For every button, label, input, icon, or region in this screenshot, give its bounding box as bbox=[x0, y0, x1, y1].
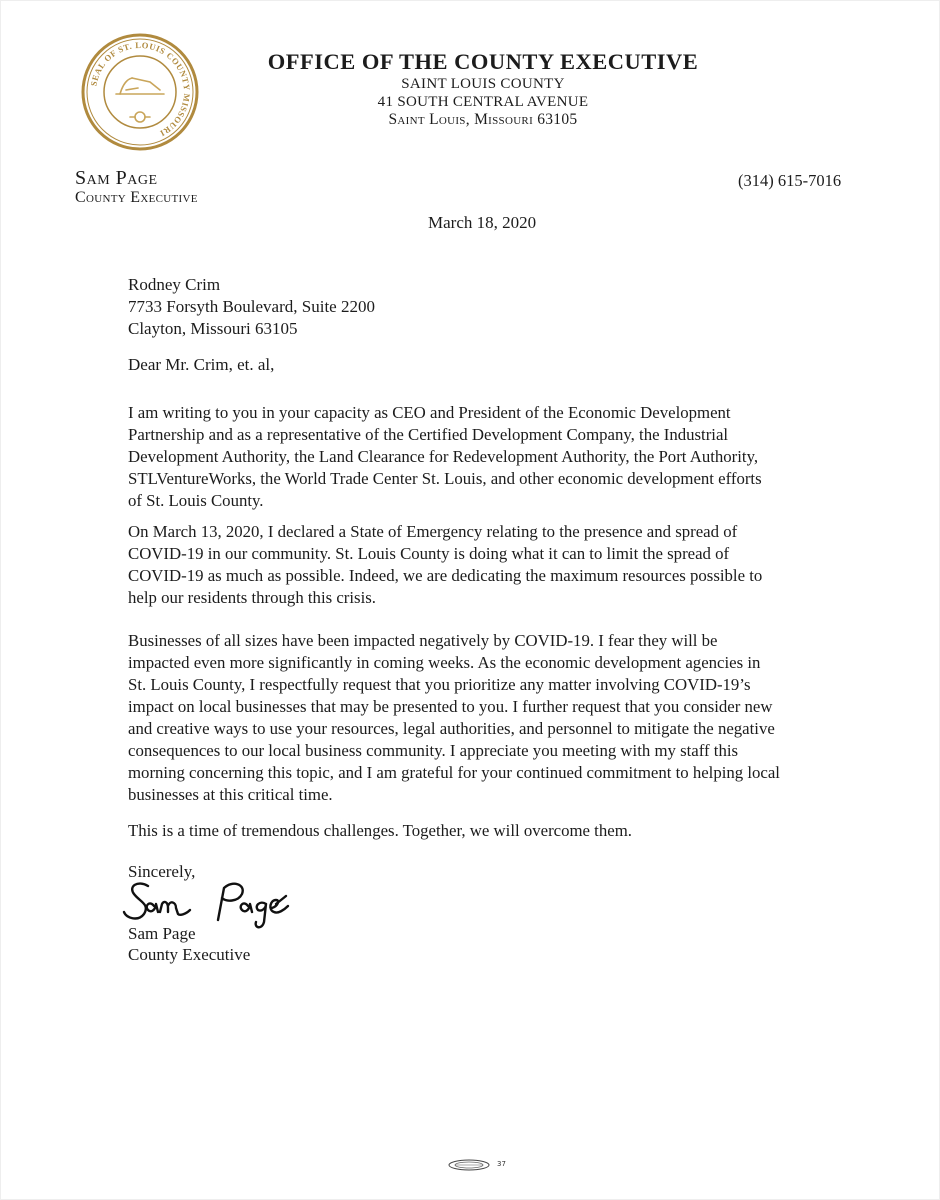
letter-date: March 18, 2020 bbox=[428, 213, 537, 232]
paragraph-1 bbox=[128, 402, 858, 512]
county-name: SAINT LOUIS COUNTY bbox=[401, 76, 565, 92]
county-seal-icon bbox=[80, 32, 200, 152]
paragraph-line: This is a time of tremendous challenges. Together, we will overcome them. bbox=[128, 821, 632, 840]
recipient-address bbox=[128, 274, 375, 340]
paragraph-line: Partnership and as a representative of the Certified Development Company, the Industrial bbox=[128, 425, 729, 444]
sender-name: Sam Page bbox=[75, 167, 158, 189]
letterhead bbox=[248, 50, 718, 129]
street-address: 41 SOUTH CENTRAL AVENUE bbox=[377, 94, 589, 110]
recipient-name: Rodney Crim bbox=[128, 275, 221, 294]
union-bug-number: 37 bbox=[497, 1160, 506, 1168]
closing: Sincerely, bbox=[128, 862, 196, 881]
paragraph-line: Businesses of all sizes have been impacted negatively by COVID-19. I fear they will be bbox=[128, 631, 718, 650]
phone-number: (314) 615-7016 bbox=[738, 171, 842, 190]
paragraph-line: impacted even more significantly in coming weeks. As the economic development agencies in bbox=[128, 653, 761, 672]
signature-image bbox=[120, 872, 300, 932]
paragraph-line: businesses at this critical time. bbox=[128, 785, 333, 804]
paragraph-line: of St. Louis County. bbox=[128, 491, 264, 510]
paragraph-2 bbox=[128, 521, 858, 609]
paragraph-line: morning concerning this topic, and I am grateful for your continued commitment to helping local bbox=[128, 763, 780, 782]
paragraph-3 bbox=[128, 630, 858, 806]
signature-name: Sam Page bbox=[128, 924, 196, 943]
paragraph-line: I am writing to you in your capacity as CEO and President of the Economic Development bbox=[128, 403, 731, 422]
salutation: Dear Mr. Crim, et. al, bbox=[128, 355, 275, 374]
paragraph-line: St. Louis County, I respectfully request that you prioritize any matter involving COVID-19’s bbox=[128, 675, 751, 694]
recipient-address-line1: 7733 Forsyth Boulevard, Suite 2200 bbox=[128, 297, 375, 316]
paragraph-line: STLVentureWorks, the World Trade Center St. Louis, and other economic development efforts bbox=[128, 469, 762, 488]
paragraph-4 bbox=[128, 820, 858, 842]
office-title: OFFICE OF THE COUNTY EXECUTIVE bbox=[267, 49, 699, 74]
paragraph-line: Development Authority, the Land Clearance for Redevelopment Authority, the Port Authority, bbox=[128, 447, 759, 466]
paragraph-line: On March 13, 2020, I declared a State of Emergency relating to the presence and spread of bbox=[128, 522, 738, 541]
paragraph-line: impact on local businesses that may be presented to you. I further request that you consider new bbox=[128, 697, 773, 716]
paragraph-line: COVID-19 as much as possible. Indeed, we are dedicating the maximum resources possible to bbox=[128, 566, 763, 585]
paragraph-line: and creative ways to use your resources, legal authorities, and personnel to mitigate the negative bbox=[128, 719, 775, 738]
signature-title: County Executive bbox=[128, 945, 251, 964]
recipient-address-line2: Clayton, Missouri 63105 bbox=[128, 319, 298, 338]
sender-title: County Executive bbox=[75, 189, 198, 206]
paragraph-line: consequences to our local business community. I appreciate you meeting with my staff this bbox=[128, 741, 739, 760]
paragraph-line: COVID-19 in our community. St. Louis County is doing what it can to limit the spread of bbox=[128, 544, 730, 563]
seal-ring-text: SEAL OF ST. LOUIS COUNTY MISSOURI bbox=[88, 39, 193, 139]
city-state-zip: Saint Louis, Missouri 63105 bbox=[388, 111, 578, 128]
paragraph-line: help our residents through this crisis. bbox=[128, 588, 376, 607]
